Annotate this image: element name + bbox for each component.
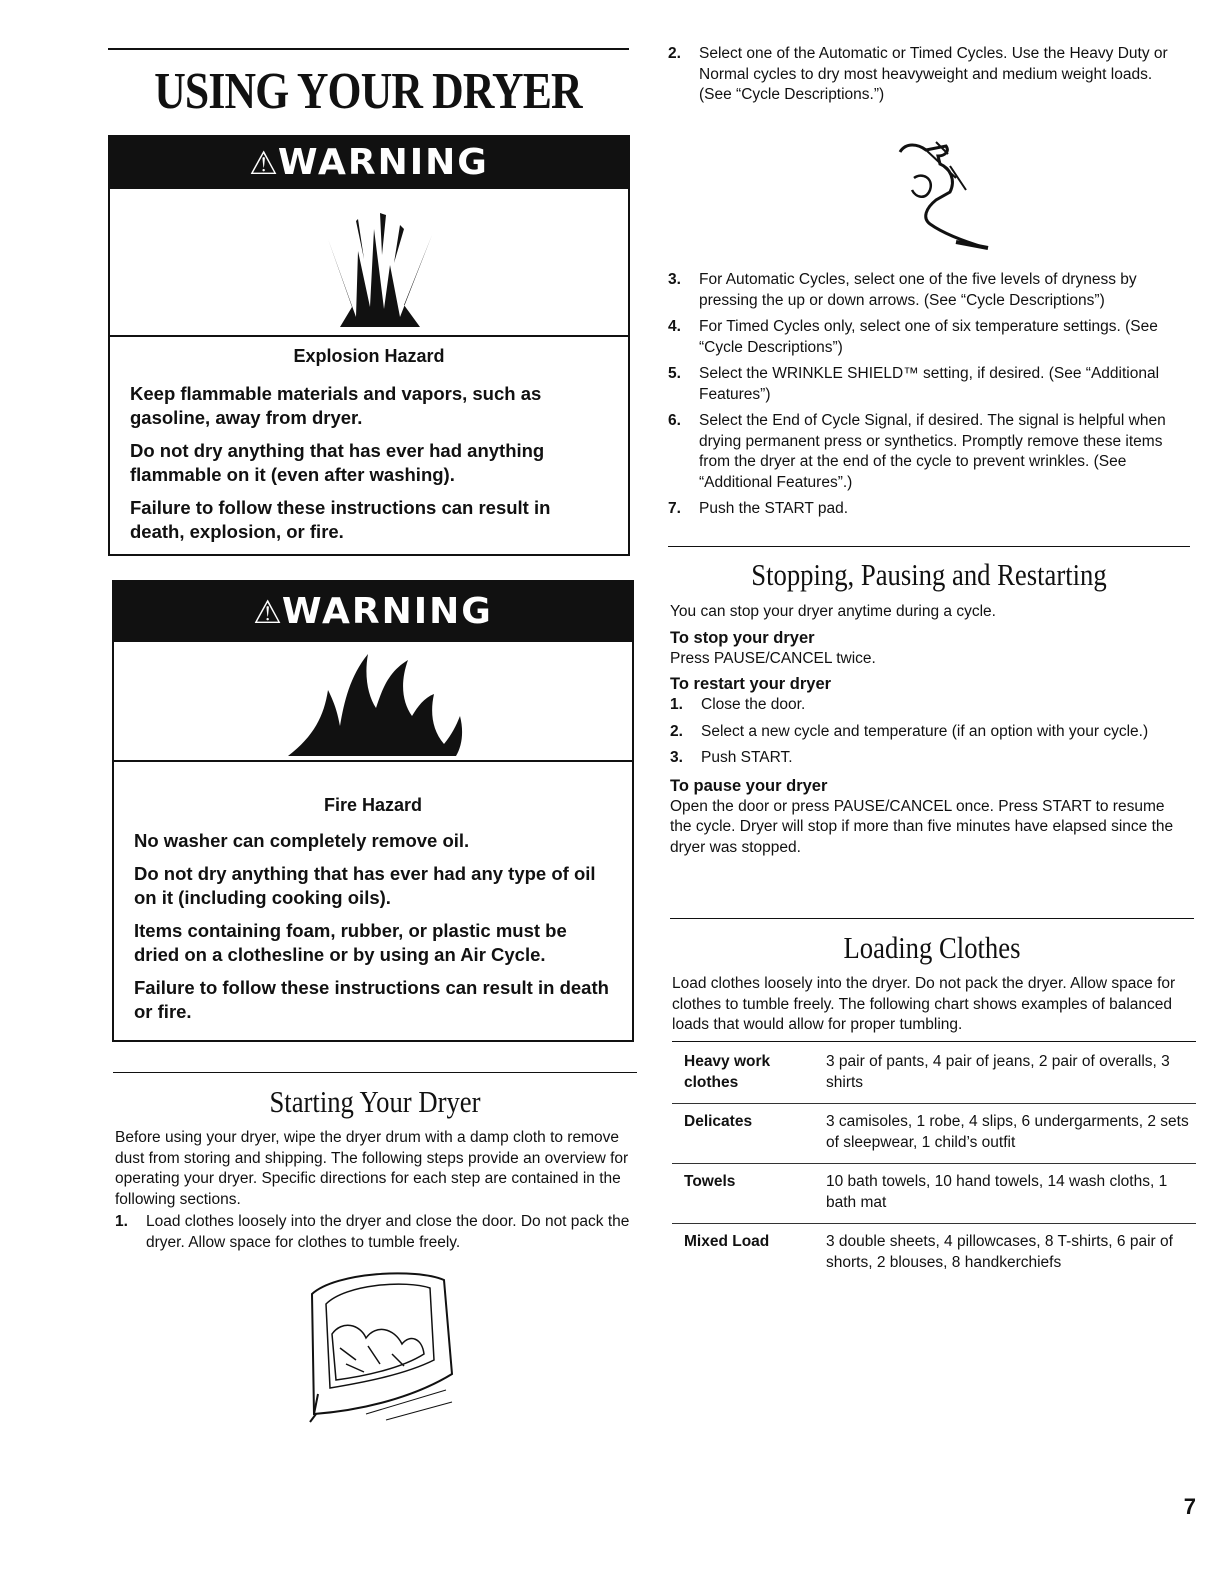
step-text: Close the door. bbox=[701, 696, 806, 713]
table-row bbox=[672, 1224, 1196, 1284]
step-number: 3. bbox=[670, 749, 683, 766]
table-row bbox=[672, 1164, 1196, 1224]
load-category: Delicates bbox=[684, 1113, 753, 1130]
step-number: 6. bbox=[668, 412, 681, 429]
warning-header bbox=[110, 137, 628, 189]
section-rule bbox=[668, 546, 1190, 547]
step-text: Push START. bbox=[701, 749, 793, 766]
load-items: 10 bath towels, 10 hand towels, 14 wash cloths, 1 bath mat bbox=[826, 1173, 1168, 1211]
load-table bbox=[672, 1044, 1196, 1283]
warning-header bbox=[114, 582, 632, 642]
step-text: Select the WRINKLE SHIELD™ setting, if desired. (See “Additional Features”) bbox=[699, 365, 1160, 403]
section-heading-stopping: Stopping, Pausing and Restarting bbox=[751, 557, 1107, 592]
step-text: Load clothes loosely into the dryer and close the door. Do not pack the dryer. Allow space for clothes to tumble freely. bbox=[146, 1213, 630, 1251]
step-text: Push the START pad. bbox=[699, 500, 849, 517]
paragraph: Before using your dryer, wipe the dryer drum with a damp cloth to remove dust from storing and shipping. The following steps provide an overview for operating your dryer. Specific directions for each step are contained in the following sections. bbox=[115, 1129, 629, 1208]
table-row bbox=[672, 1044, 1196, 1104]
warning-line: Failure to follow these instructions can result in death, explosion, or fire. bbox=[130, 497, 551, 542]
hazard-title: Fire Hazard bbox=[323, 795, 423, 815]
starting-intro bbox=[115, 1128, 637, 1210]
warning-triangle-icon: ⚠ bbox=[253, 593, 282, 631]
step-text: Select one of the Automatic or Timed Cycles. Use the Heavy Duty or Normal cycles to dry most heavyweight and medium weight loads. (See “Cycle Descriptions.”) bbox=[699, 45, 1168, 103]
page-number: 7 bbox=[1183, 1494, 1196, 1519]
load-items: 3 pair of pants, 4 pair of jeans, 2 pair of overalls, 3 shirts bbox=[826, 1053, 1170, 1091]
section-rule bbox=[113, 1072, 637, 1073]
warning-text bbox=[134, 829, 614, 1033]
paragraph: You can stop your dryer anytime during a cycle. bbox=[670, 603, 996, 620]
step-number: 3. bbox=[668, 271, 681, 288]
stopping-section bbox=[670, 602, 1190, 858]
list-item bbox=[670, 748, 1190, 769]
page-title: USING YOUR DRYER bbox=[154, 63, 582, 120]
paragraph: Load clothes loosely into the dryer. Do not pack the dryer. Allow space for clothes to tumble freely. The following chart shows examples of balanced loads that would allow for proper tumbling. bbox=[672, 975, 1176, 1033]
hazard-title: Explosion Hazard bbox=[293, 346, 445, 366]
starting-steps bbox=[115, 1212, 637, 1259]
fire-icon bbox=[284, 646, 474, 758]
subheading-restart: To restart your dryer bbox=[670, 675, 832, 693]
warning-line: Do not dry anything that has ever had anything flammable on it (even after washing). bbox=[130, 440, 545, 485]
load-category: Towels bbox=[684, 1173, 736, 1190]
fire-warning-box bbox=[112, 580, 634, 1042]
dryer-drum-illustration bbox=[306, 1264, 456, 1424]
warning-line: No washer can completely remove oil. bbox=[134, 830, 470, 851]
step-text: Select a new cycle and temperature (if an option with your cycle.) bbox=[701, 722, 1149, 740]
load-items: 3 camisoles, 1 robe, 4 slips, 6 undergarments, 2 sets of sleepwear, 1 child’s outfit bbox=[826, 1113, 1189, 1151]
list-item bbox=[668, 270, 1188, 311]
step-number: 5. bbox=[668, 365, 681, 382]
load-category: Mixed Load bbox=[684, 1233, 770, 1250]
step-number: 4. bbox=[668, 318, 681, 335]
step-text: Select the End of Cycle Signal, if desired. The signal is helpful when drying permanent press or synthetics. Promptly remove these items from the dryer at the end of the cycle to prevent wrinkles. (See “Additional Features”.) bbox=[699, 412, 1166, 491]
warning-line: Items containing foam, rubber, or plastic must be dried on a clothesline or by using an Air Cycle. bbox=[134, 920, 567, 965]
warning-line: Do not dry anything that has ever had any type of oil on it (including cooking oils). bbox=[134, 863, 596, 908]
table-top-rule bbox=[672, 1041, 1196, 1042]
step-number: 2. bbox=[668, 45, 681, 62]
subheading-pause: To pause your dryer bbox=[670, 776, 828, 795]
section-rule bbox=[670, 918, 1194, 919]
steps-continued bbox=[668, 44, 1188, 112]
list-item bbox=[115, 1212, 637, 1253]
step-text: For Timed Cycles only, select one of six temperature settings. (See “Cycle Descriptions”) bbox=[699, 318, 1158, 356]
load-items: 3 double sheets, 4 pillowcases, 8 T-shirts, 6 pair of shorts, 2 blouses, 8 handkerchiefs bbox=[826, 1233, 1173, 1271]
step-number: 7. bbox=[668, 500, 681, 517]
warning-line: Keep flammable materials and vapors, such as gasoline, away from dryer. bbox=[130, 383, 542, 428]
section-heading-starting: Starting Your Dryer bbox=[269, 1084, 481, 1119]
step-text: For Automatic Cycles, select one of the five levels of dryness by pressing the up or down arrows. (See “Cycle Descriptions”) bbox=[699, 271, 1137, 309]
section-heading-loading: Loading Clothes bbox=[843, 930, 1021, 965]
list-item bbox=[668, 44, 1188, 106]
paragraph: Open the door or press PAUSE/CANCEL once. Press START to resume the cycle. Dryer will stop if more than five minutes have elapsed since the dryer was stopped. bbox=[670, 797, 1174, 856]
step-number: 2. bbox=[670, 722, 683, 740]
warning-triangle-icon: ⚠ bbox=[249, 144, 278, 182]
title-top-rule bbox=[108, 48, 629, 50]
list-item bbox=[668, 317, 1188, 358]
pointing-hand-icon bbox=[896, 138, 992, 256]
list-item bbox=[670, 722, 1190, 743]
explosion-warning-box bbox=[108, 135, 630, 556]
subheading-stop: To stop your dryer bbox=[670, 628, 815, 647]
load-category: Heavy work clothes bbox=[684, 1053, 771, 1091]
warning-text bbox=[130, 382, 610, 553]
list-item bbox=[668, 499, 1188, 520]
table-row bbox=[672, 1104, 1196, 1164]
list-item bbox=[668, 411, 1188, 493]
warning-header-label: WARNING bbox=[277, 142, 489, 183]
step-number: 1. bbox=[115, 1213, 128, 1230]
warning-line: Failure to follow these instructions can result in death or fire. bbox=[134, 977, 609, 1022]
loading-intro bbox=[672, 974, 1194, 1036]
paragraph: Press PAUSE/CANCEL twice. bbox=[670, 649, 876, 667]
warning-divider bbox=[114, 760, 632, 762]
warning-header-label: WARNING bbox=[281, 591, 493, 632]
restart-steps bbox=[670, 695, 1190, 769]
list-item bbox=[668, 364, 1188, 405]
list-item bbox=[670, 695, 1190, 716]
steps-continued-2 bbox=[668, 270, 1188, 526]
explosion-icon bbox=[308, 199, 438, 329]
step-number: 1. bbox=[670, 696, 683, 713]
warning-divider bbox=[110, 335, 628, 337]
